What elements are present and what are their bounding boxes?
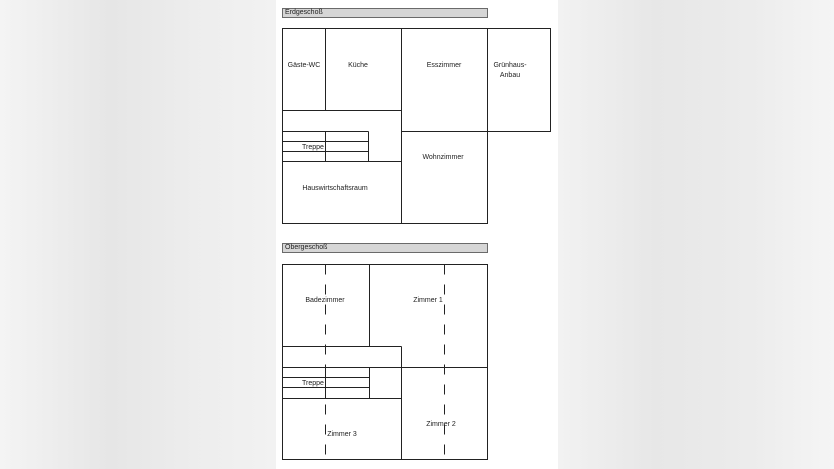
ground-stairs bbox=[283, 132, 369, 162]
ground-floor-outline bbox=[283, 29, 488, 224]
ground-floor-title: Erdgeschoß bbox=[282, 8, 488, 18]
label-bath: Badezimmer bbox=[305, 297, 345, 304]
upper-floor-outline bbox=[283, 265, 488, 460]
label-living: Wohnzimmer bbox=[422, 154, 464, 161]
ground-floor-plan bbox=[283, 29, 551, 224]
greenhouse-room bbox=[488, 29, 551, 132]
label-utility: Hauswirtschaftsraum bbox=[302, 185, 368, 192]
upper-floor-plan bbox=[283, 265, 488, 460]
label-greenhouse-line1: Grünhaus- bbox=[493, 62, 527, 69]
label-greenhouse-line2: Anbau bbox=[499, 72, 521, 79]
label-room1: Zimmer 1 bbox=[413, 297, 443, 304]
label-room3: Zimmer 3 bbox=[327, 431, 357, 438]
label-kitchen: Küche bbox=[348, 62, 368, 69]
label-dining: Esszimmer bbox=[426, 62, 462, 69]
label-guest-wc: Gäste-WC bbox=[287, 62, 321, 69]
label-upper-stairs: Treppe bbox=[302, 380, 324, 387]
label-ground-stairs: Treppe bbox=[302, 144, 324, 151]
label-room2: Zimmer 2 bbox=[426, 421, 456, 428]
upper-floor-title: Obergeschoß bbox=[282, 243, 488, 253]
